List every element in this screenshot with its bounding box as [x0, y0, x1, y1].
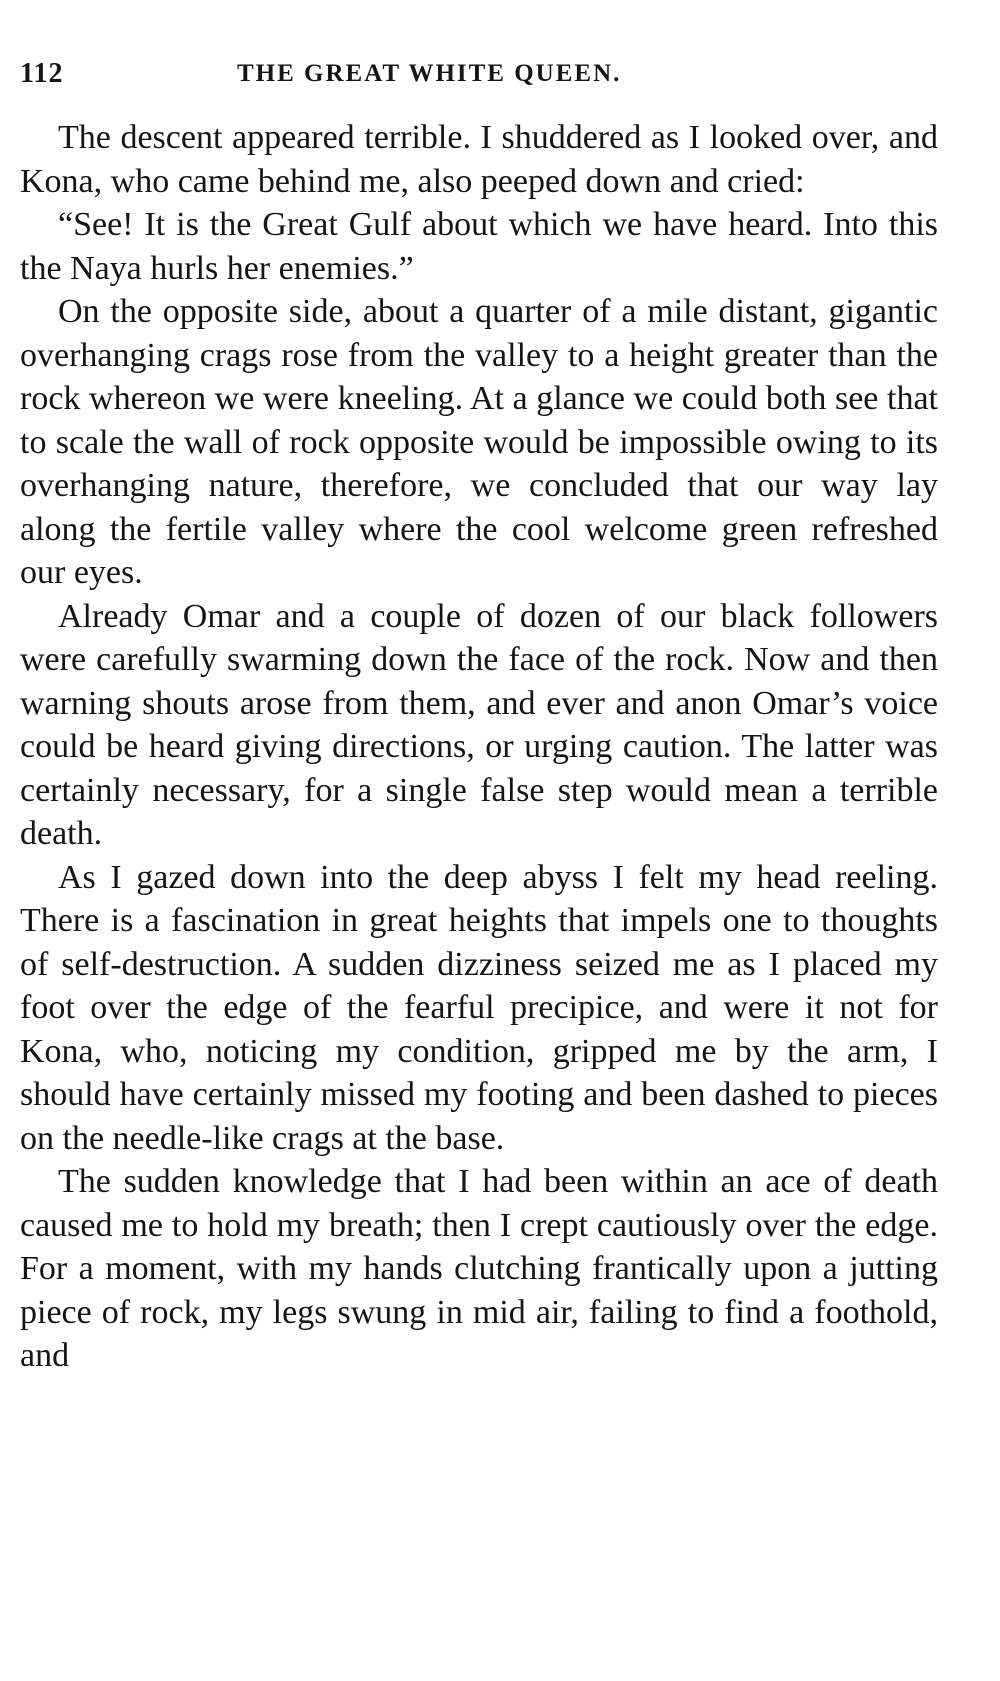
paragraph-crept-over-edge: The sudden knowledge that I had been within an ace of death caused me to hold my breath; then I crept cautiously over the edge. For a moment, with my hands clutching frantically upon a jutting piece of rock, my legs swung in mid air, failing to find a foothold, and: [20, 1163, 938, 1374]
running-title: THE GREAT WHITE QUEEN.: [237, 60, 622, 87]
paragraph-abyss-dizziness: As I gazed down into the deep abyss I felt my head reeling. There is a fascination in great heights that impels one to thoughts of self-destruction. A sudden dizziness seized me as I placed my foot over the edge of the fearful precipice, and were it not for Kona, who, noticing my condition, gripped me by the arm, I should have certainly missed my footing and been dashed to pieces on the needle-like crags at the base.: [20, 858, 938, 1157]
paragraph-great-gulf-quote: “See! It is the Great Gulf about which we have heard. Into this the Naya hurls her enemies.”: [20, 206, 938, 287]
body-text: [20, 116, 938, 1378]
page-number: 112: [20, 58, 64, 89]
paragraph-descent: The descent appeared terrible. I shuddered as I looked over, and Kona, who came behind me, also peeped down and cried:: [20, 119, 938, 200]
running-head: [20, 58, 938, 98]
paragraph-omar-descends: Already Omar and a couple of dozen of our black followers were carefully swarming down the face of the rock. Now and then warning shouts arose from them, and ever and anon Omar’s voice could be heard giving directions, or urging caution. The latter was certainly necessary, for a single false step would mean a terrible death.: [20, 597, 938, 852]
paragraph-opposite-crags: On the opposite side, about a quarter of a mile distant, gigantic overhanging crags rose from the valley to a height greater than the rock whereon we were kneeling. At a glance we could both see that to scale the wall of rock opposite would be impossible owing to its overhanging nature, therefore, we concluded that our way lay along the fertile valley where the cool welcome green refreshed our eyes.: [20, 293, 938, 591]
